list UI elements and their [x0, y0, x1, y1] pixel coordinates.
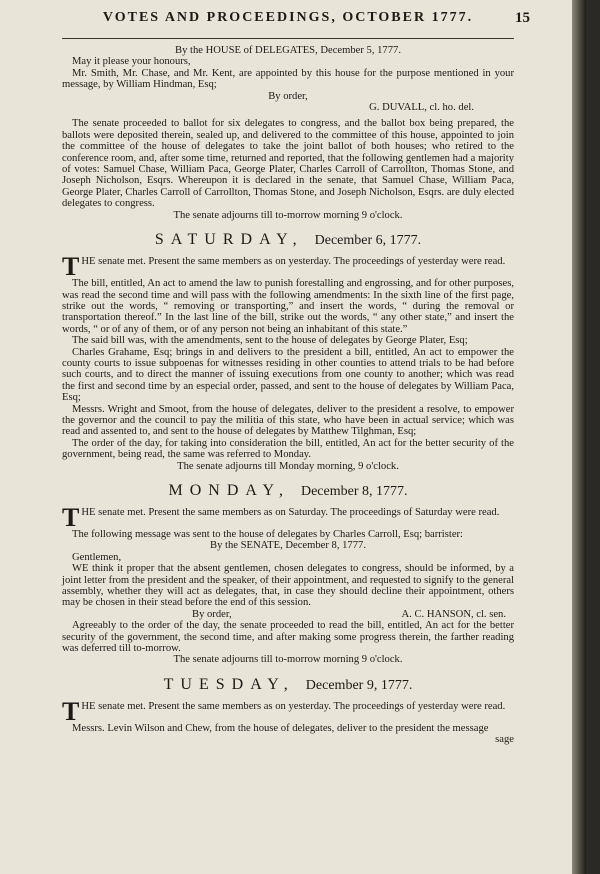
signature-row: [62, 609, 514, 620]
header-title: VOTES AND PROCEEDINGS, OCTOBER 1777.: [102, 10, 474, 25]
day-date: December 9, 1777.: [305, 677, 413, 693]
drop-cap: T: [62, 503, 80, 532]
ballot-paragraph: The senate proceeded to ballot for six delegates to congress, and the ballot box being prepared, the ballots were deposited therein, sealed up, and delivered to the committee of this house, appointed to join the committee of the house of delegates to take the joint ballot of both houses; who retired to the conference room, and, after some time, returned and reported, that the following gentlemen had a majority of votes: Samuel Chase, William Paca, George Plater, Charles Carroll of Carrollton, Thomas Stone, and Joseph Nicholson, Esqrs. Whereupon it is declared in the senate, that Samuel Chase, William Paca, George Plater, Charles Carroll of Carrollton, Thomas Stone, and Joseph Nicholson, Esqrs. are duly elected delegates to congress.: [62, 118, 514, 210]
adjourn-line: The senate adjourns till to-morrow morning 9 o'clock.: [173, 654, 403, 666]
day-heading-tuesday: [62, 676, 514, 695]
catchword: sage: [495, 734, 514, 746]
paragraph: Messrs. Levin Wilson and Chew, from the house of delegates, deliver to the president the message: [72, 722, 489, 734]
opening-paragraph: THE senate met. Present the same members as on yesterday. The proceedings of yesterday were read.: [62, 696, 506, 726]
message-paragraph: WE think it proper that the absent gentlemen, chosen delegates to congress, should be informed, by a joint letter from the president and the speaker, of their appointment, and requested to signify to the general assembly, whether they will act as delegates, that, in case they should decline their appointment, others may be chosen in their stead before the end of this session.: [62, 563, 514, 609]
day-name: MONDAY,: [168, 482, 290, 499]
book-spine-shadow: [572, 0, 586, 874]
salutation: May it please your honours,: [72, 56, 191, 68]
paragraph: Messrs. Wright and Smoot, from the house of delegates, deliver to the president a resolve, to empower the governor and the council to pay the militia of this state, who have been in actual service; which was read and assented to, and sent to the house of delegates by Matthew Tilghman, Esq;: [62, 403, 514, 438]
day-name: SATURDAY,: [154, 231, 304, 249]
drop-cap: T: [62, 696, 80, 726]
paragraph: The said bill was, with the amendments, sent to the house of delegates by George Plater, Esq;: [72, 335, 468, 347]
salutation: Gentlemen,: [72, 551, 122, 563]
day-date: December 8, 1777.: [300, 484, 408, 499]
day-name: TUESDAY,: [163, 675, 295, 693]
bill-amendments-paragraph: The bill, entitled, An act to amend the law to punish forestalling and engrossing, and for other purposes, was read the second time and will pass with the following amendments: In the sixth line of the first page, strike out the words, “ removing or transporting,” and insert the words, “ during the removal or transportation thereof.” In the last line of the bill, strike out the words, “ any other state,” and insert the words, “ or of any of them, or of any person not being an inhabitant of this state.”: [62, 278, 514, 335]
paragraph: The following message was sent to the house of delegates by Charles Carroll, Esq; barrister:: [72, 529, 463, 540]
by-order: By order,: [192, 608, 232, 620]
appointment-message: Mr. Smith, Mr. Chase, and Mr. Kent, are appointed by this house for the purpose mentioned in your message, by William Hindman, Esq;: [62, 67, 514, 91]
running-header: [62, 10, 530, 38]
page-number: 15: [515, 10, 530, 26]
header-rule: [62, 38, 514, 39]
paragraph: Charles Grahame, Esq; brings in and delivers to the president a bill, entitled, An act to empower the county courts to issue subpoenas for witnesses residing in other counties to attend trials to be had before such courts, and to direct the manner of issuing executions from one county to another; which was read the first and second time by an especial order, passed, and sent to the house of delegates by William Paca, Esq;: [62, 346, 514, 404]
day-date: December 6, 1777.: [314, 233, 422, 249]
by-order: By order,: [268, 90, 308, 102]
page-content: [62, 10, 530, 746]
senate-dateline: By the SENATE, December 8, 1777.: [210, 540, 366, 552]
delegates-dateline: By the HOUSE of DELEGATES, December 5, 1777.: [175, 45, 401, 56]
day-heading-monday: [62, 482, 514, 501]
day-heading-saturday: [62, 231, 514, 250]
opening-paragraph: THE senate met. Present the same members as on Saturday. The proceedings of Saturday were read.: [62, 503, 500, 532]
clerk-signature: G. DUVALL, cl. ho. del.: [369, 102, 474, 114]
adjourn-line: The senate adjourns till to-morrow morning 9 o'clock.: [173, 209, 403, 221]
drop-cap: T: [62, 252, 80, 282]
clerk-signature: A. C. HANSON, cl. sen.: [401, 608, 506, 620]
paragraph: Agreeably to the order of the day, the senate proceeded to read the bill, entitled, An act for the better security of the government, the second time, and after making some progress therein, the farther reading was deferred till to-morrow.: [62, 620, 514, 655]
adjourn-line: The senate adjourns till Monday morning, 9 o'clock.: [177, 460, 399, 472]
opening-paragraph: THE senate met. Present the same members as on yesterday. The proceedings of yesterday were read.: [62, 252, 506, 282]
paragraph: The order of the day, for taking into consideration the bill, entitled, An act for the better security of the government, being read, the same was referred to Monday.: [62, 437, 514, 461]
